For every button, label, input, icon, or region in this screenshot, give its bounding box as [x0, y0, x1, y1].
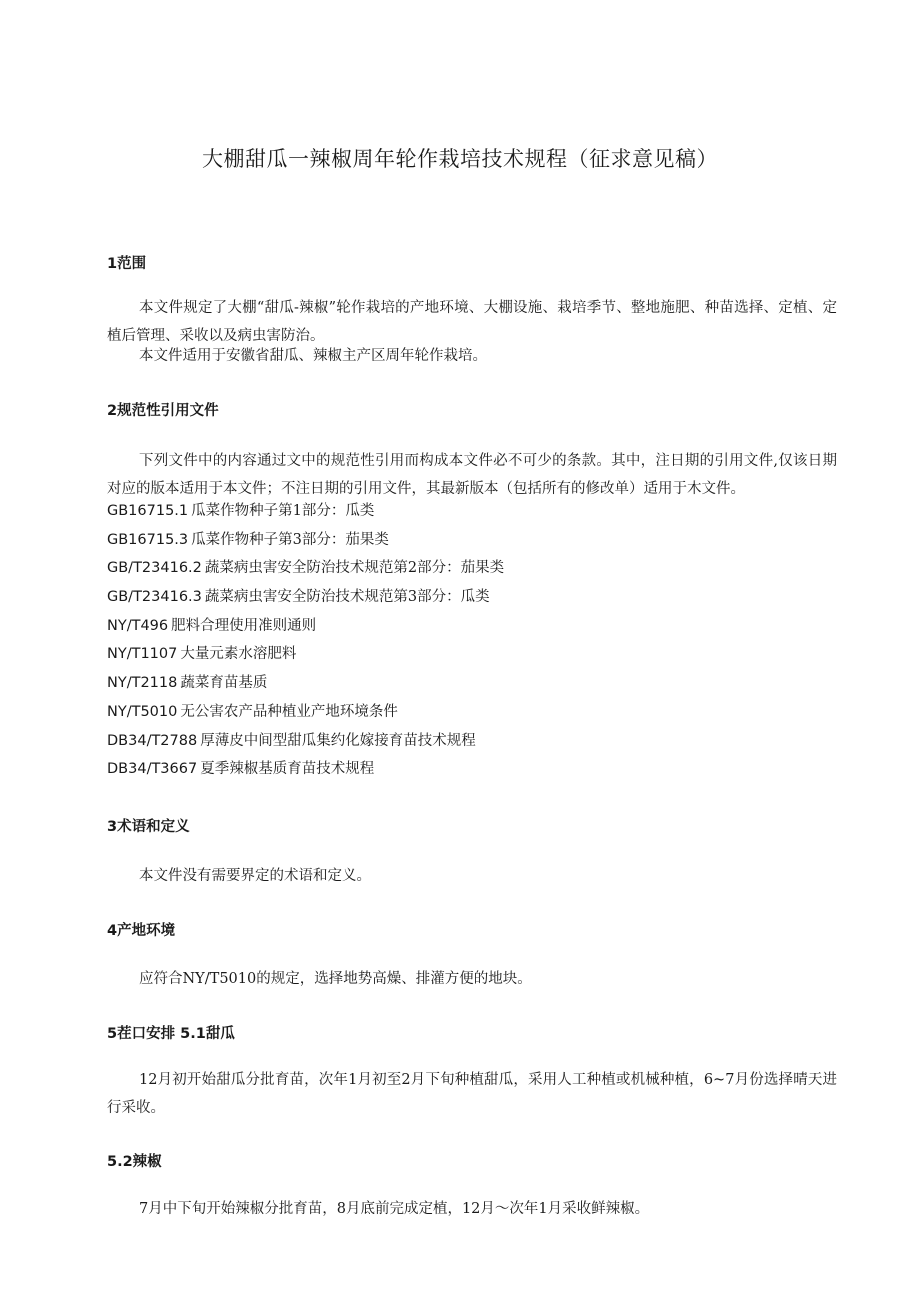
reference-name: 蔬菜病虫害安全防治技术规范第3部分：瓜类: [204, 589, 490, 606]
section-2-heading: 2规范性引用文件: [107, 403, 219, 419]
reference-code: GB/T23416.3: [107, 589, 202, 606]
section-1-paragraph-2: 本文件适用于安徽省甜瓜、辣椒主产区周年轮作栽培。: [139, 348, 487, 364]
reference-name: 瓜菜作物种子第3部分：茄果类: [191, 531, 389, 548]
section-5-heading: 5茬口安排 5.1甜瓜: [107, 1026, 235, 1042]
section-5-2-paragraph-1: 7月中下旬开始辣椒分批育苗，8月底前完成定植，12月～次年1月采收鲜辣椒。: [139, 1201, 650, 1217]
section-5-2-heading: 5.2辣椒: [107, 1154, 162, 1170]
section-1-heading: 1范围: [107, 256, 147, 272]
reference-name: 夏季辣椒基质育苗技术规程: [200, 761, 375, 778]
reference-item: [107, 497, 504, 526]
reference-code: NY/T2118: [107, 675, 178, 692]
section-3-paragraph-1: 本文件没有需要界定的术语和定义。: [139, 868, 371, 884]
reference-name: 肥料合理使用准则通则: [171, 617, 317, 634]
normative-reference-list: [107, 497, 504, 784]
reference-item: [107, 640, 504, 669]
reference-code: GB16715.3: [107, 531, 189, 548]
reference-item: [107, 612, 504, 641]
document-title: 大棚甜瓜一辣椒周年轮作栽培技术规程（征求意见稿）: [202, 147, 718, 171]
reference-item: [107, 554, 504, 583]
reference-name: 瓜菜作物种子第1部分：瓜类: [191, 503, 375, 519]
reference-code: NY/T1107: [107, 646, 178, 663]
reference-name: 无公害农产品种植业产地环境条件: [180, 703, 398, 720]
reference-item: [107, 669, 504, 698]
reference-code: GB/T23416.2: [107, 560, 202, 577]
reference-name: 蔬菜病虫害安全防治技术规范第2部分：茄果类: [204, 560, 505, 577]
reference-name: 厚薄皮中间型甜瓜集约化嫁接育苗技术规程: [200, 732, 476, 749]
section-2-paragraph-1: 下列文件中的内容通过文中的规范性引用而构成本文件必不可少的条款。其中，注日期的引用文件,仅该日期对应的版本适用于本文件；不注日期的引用文件，其最新版本（包括所有的修改单）适用于木文件。: [107, 453, 837, 497]
section-4-heading: 4产地环境: [107, 923, 176, 939]
reference-code: DB34/T2788: [107, 732, 198, 749]
reference-item: [107, 755, 504, 784]
section-5-1-paragraph-1: 12月初开始甜瓜分批育苗，次年1月初至2月下旬种植甜瓜，采用人工种植或机械种植，6~7月份选择晴天进行采收。: [107, 1072, 837, 1116]
reference-item: [107, 583, 504, 612]
reference-code: NY/T5010: [107, 703, 178, 720]
section-1-paragraph-1: 本文件规定了大棚“甜瓜-辣椒”轮作栽培的产地环境、大棚设施、栽培季节、整地施肥、种苗选择、定植、定植后管理、采收以及病虫害防治。: [107, 300, 837, 344]
section-4-paragraph-1: 应符合NY/T5010的规定，选择地势高燥、排灌方便的地块。: [139, 971, 532, 987]
section-3-heading: 3术语和定义: [107, 819, 190, 835]
reference-name: 大量元素水溶肥料: [180, 646, 297, 663]
reference-name: 蔬菜育苗基质: [180, 675, 268, 692]
reference-code: DB34/T3667: [107, 761, 198, 778]
reference-code: NY/T496: [107, 617, 169, 634]
reference-item: [107, 698, 504, 727]
reference-code: GB16715.1: [107, 503, 189, 519]
reference-item: [107, 526, 504, 555]
reference-item: [107, 727, 504, 756]
